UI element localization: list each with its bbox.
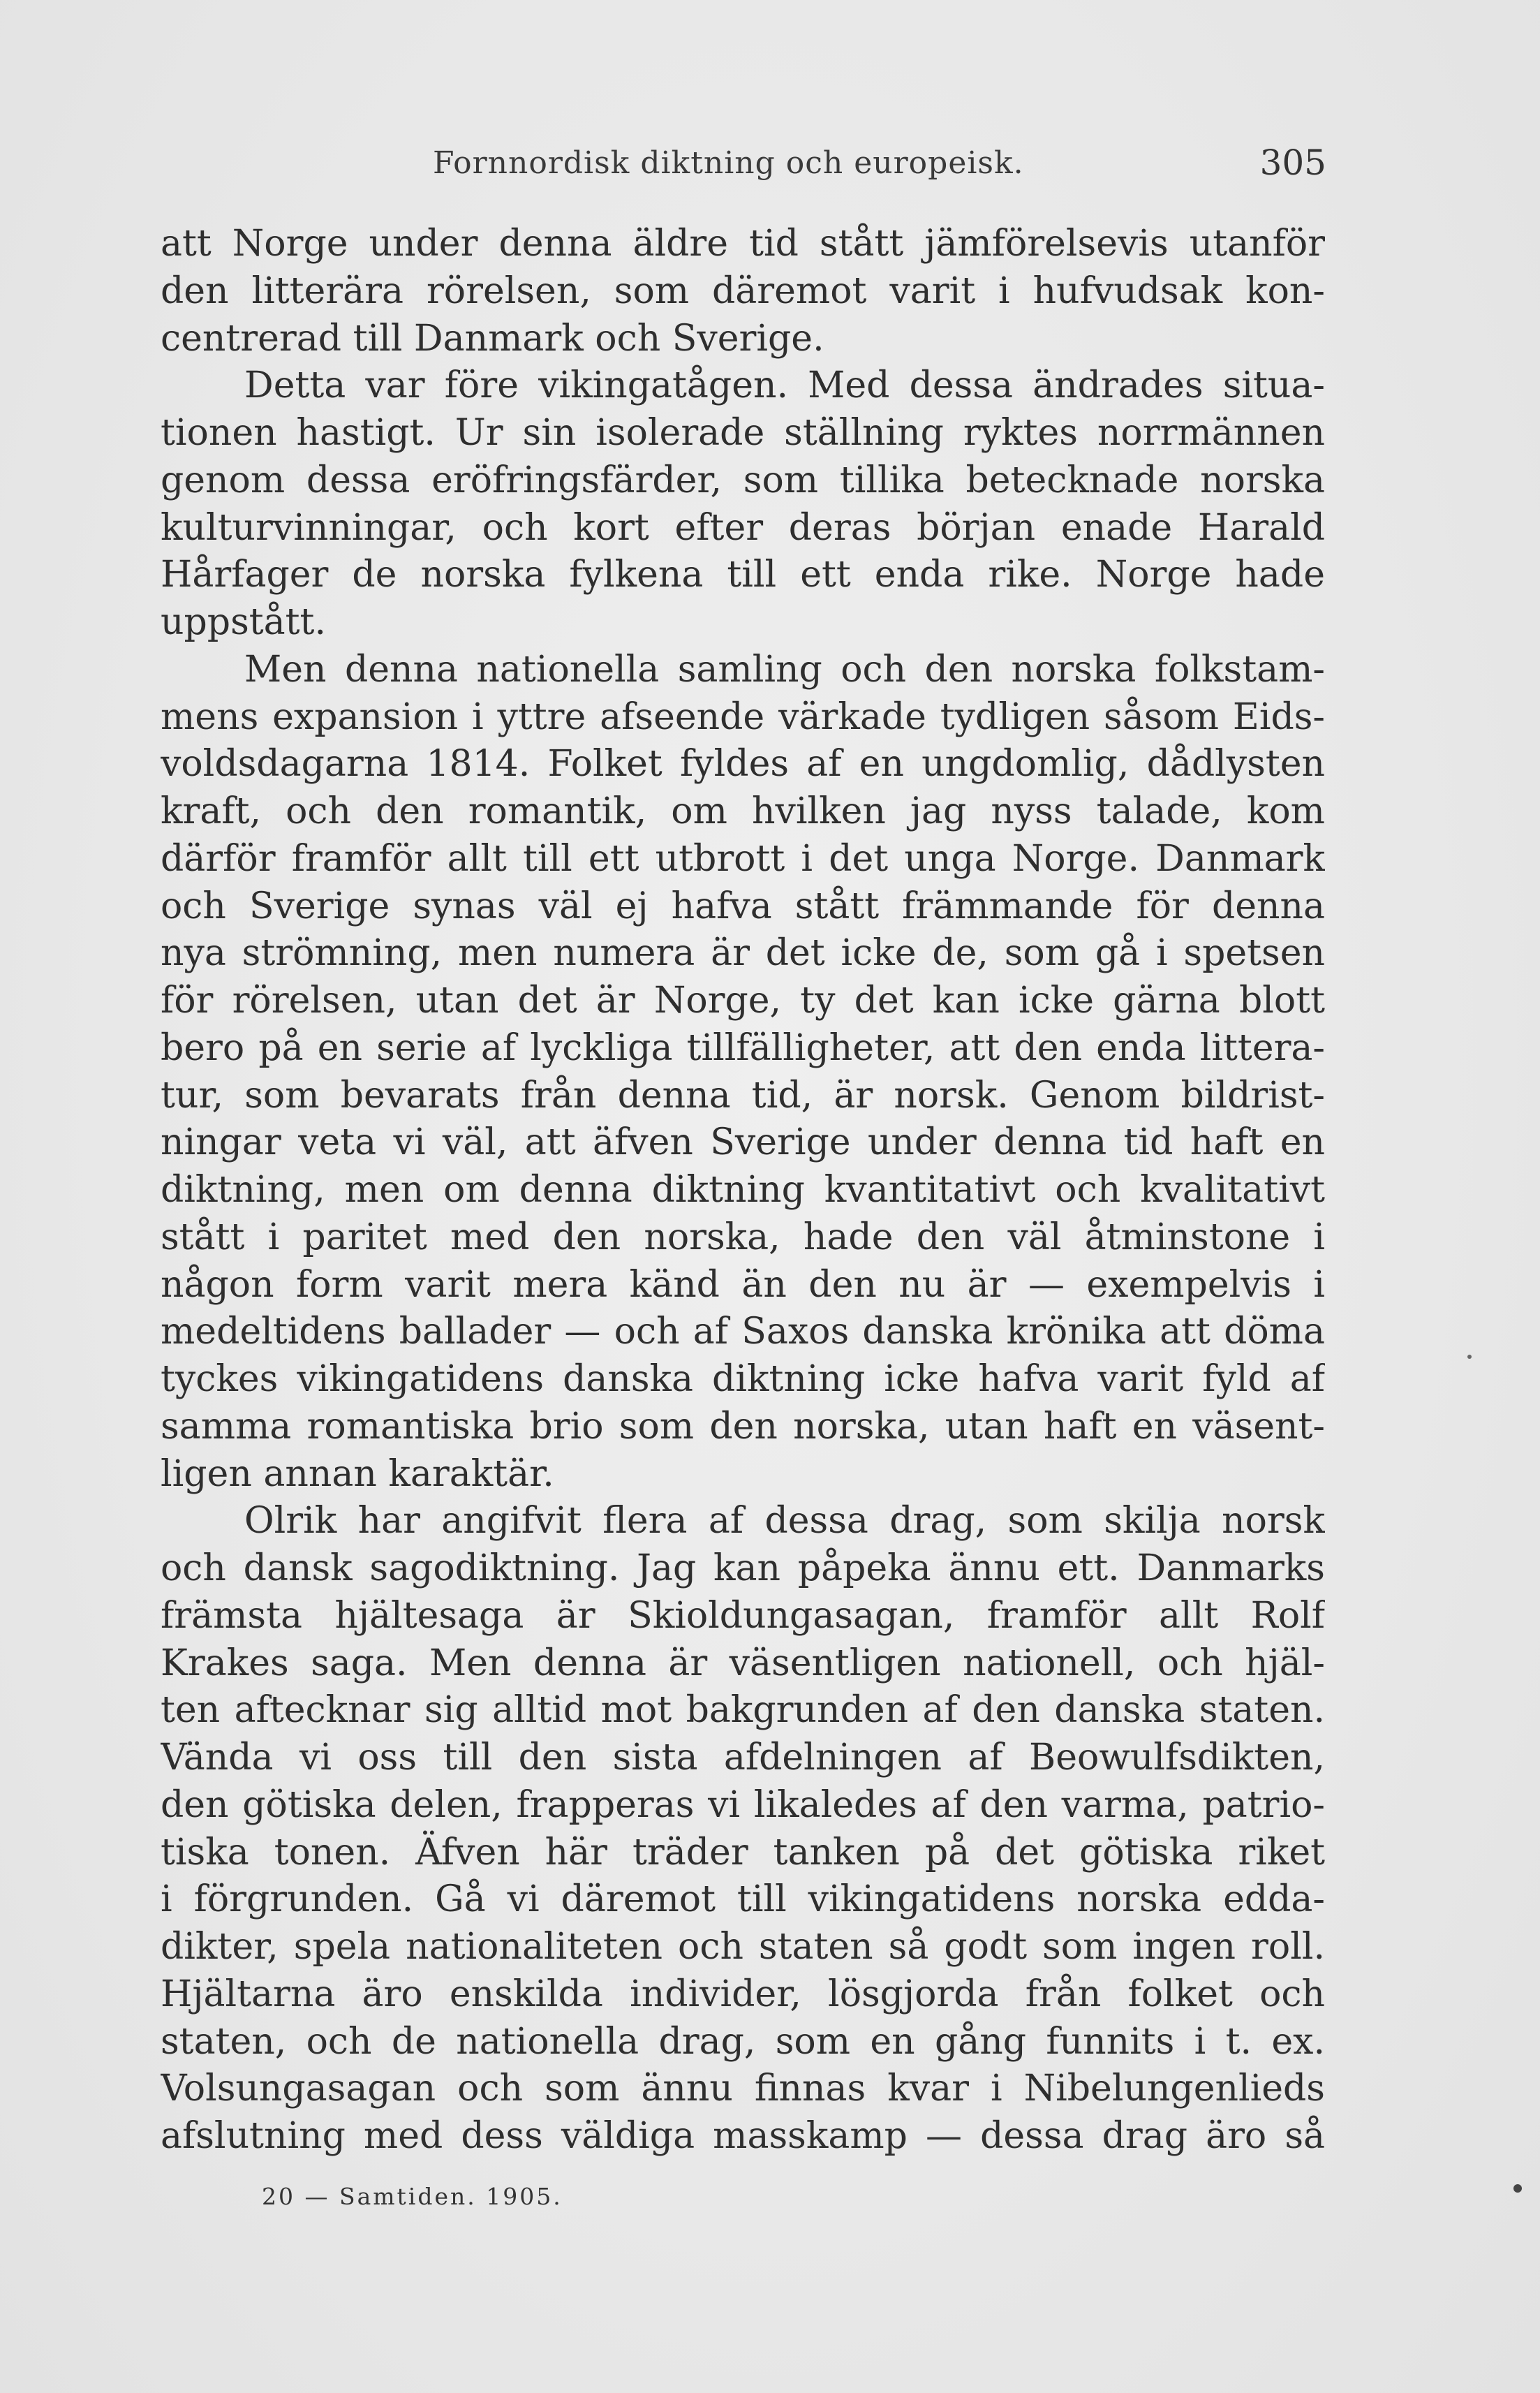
text-line: centrerad till Danmark och Sverige. [161, 317, 824, 360]
text-line: Vända vi oss till den sista afdelningen af Beowulfsdikten, [161, 1737, 1325, 1779]
text-line: nya strömning, men numera är det icke de, som gå i spetsen [161, 932, 1325, 975]
text-line: genom dessa eröfringsfärder, som tillika betecknade norska [161, 459, 1325, 501]
text-line: kraft, och den romantik, om hvilken jag nyss talade, kom [161, 790, 1325, 832]
text-line: uppstått. [161, 601, 326, 643]
text-line: Krakes saga. Men denna är väsentligen nationell, och hjäl- [161, 1642, 1325, 1684]
signature-mark: 20 — Samtiden. 1905. [262, 2183, 563, 2210]
text-line: och dansk sagodiktning. Jag kan påpeka ännu ett. Danmarks [161, 1547, 1325, 1589]
text-line: dikter, spela nationaliteten och staten så godt som ingen roll. [161, 1926, 1325, 1968]
text-line: afslutning med dess väldiga masskamp — dessa drag äro så [161, 2115, 1325, 2157]
text-line: Men denna nationella samling och den norska folkstam- [244, 648, 1325, 691]
page-number: 305 [1259, 142, 1326, 183]
text-line: främsta hjältesaga är Skioldungasagan, framför allt Rolf [161, 1594, 1325, 1637]
text-line: den litterära rörelsen, som däremot varit i hufvudsak kon- [161, 270, 1325, 312]
text-line: ningar veta vi väl, att äfven Sverige under denna tid haft en [161, 1121, 1325, 1164]
text-line: tionen hastigt. Ur sin isolerade ställning ryktes norrmännen [161, 412, 1325, 454]
text-line: ten aftecknar sig alltid mot bakgrunden af den danska staten. [161, 1689, 1325, 1732]
text-line: medeltidens ballader — och af Saxos danska krönika att döma [161, 1311, 1325, 1353]
text-line: kulturvinningar, och kort efter deras början enade Harald [161, 506, 1325, 549]
text-line: ligen annan karaktär. [161, 1452, 554, 1495]
text-line: och Sverige synas väl ej hafva stått främmande för denna [161, 885, 1325, 927]
paper-speck [1513, 2184, 1522, 2193]
text-line: tiska tonen. Äfven här träder tanken på det götiska riket [161, 1831, 1325, 1873]
body-text [161, 221, 1325, 2160]
text-line: att Norge under denna äldre tid stått jämförelsevis utanför [161, 223, 1325, 265]
text-line: den götiska delen, frapperas vi likaledes af den varma, patrio- [161, 1783, 1325, 1826]
text-line: Hjältarna äro enskilda individer, lösgjorda från folket och [161, 1973, 1325, 2015]
text-line: tur, som bevarats från denna tid, är norsk. Genom bildrist- [161, 1074, 1325, 1117]
text-line: samma romantiska brio som den norska, utan haft en väsent- [161, 1405, 1325, 1448]
page-header [433, 142, 1326, 187]
text-line: voldsdagarna 1814. Folket fyldes af en ungdomlig, dådlysten [161, 743, 1325, 786]
text-line: Volsungasagan och som ännu finnas kvar i Nibelungenlieds [161, 2068, 1325, 2110]
text-line: någon form varit mera känd än den nu är — exempelvis i [161, 1263, 1325, 1306]
text-line: Olrik har angifvit flera af dessa drag, som skilja norsk [244, 1500, 1325, 1542]
text-line: tyckes vikingatidens danska diktning icke hafva varit fyld af [161, 1358, 1325, 1400]
text-line: stått i paritet med den norska, hade den väl åtminstone i [161, 1216, 1325, 1258]
text-line: staten, och de nationella drag, som en gång funnits i t. ex. [161, 2020, 1325, 2063]
text-line: Hårfager de norska fylkena till ett enda rike. Norge hade [161, 554, 1325, 596]
paper-speck [1467, 1355, 1472, 1359]
text-line: mens expansion i yttre afseende värkade tydligen såsom Eids- [161, 695, 1325, 738]
text-line: därför framför allt till ett utbrott i det unga Norge. Danmark [161, 837, 1325, 880]
text-line: diktning, men om denna diktning kvantitativt och kvalitativt [161, 1169, 1325, 1211]
text-line: Detta var före vikingatågen. Med dessa ändrades situa- [244, 365, 1325, 407]
running-title: Fornnordisk diktning och europeisk. [433, 145, 1024, 181]
text-line: bero på en serie af lyckliga tillfälligheter, att den enda littera- [161, 1026, 1325, 1069]
text-line: för rörelsen, utan det är Norge, ty det kan icke gärna blott [161, 980, 1325, 1022]
text-line: i förgrunden. Gå vi däremot till vikingatidens norska edda- [161, 1878, 1325, 1921]
